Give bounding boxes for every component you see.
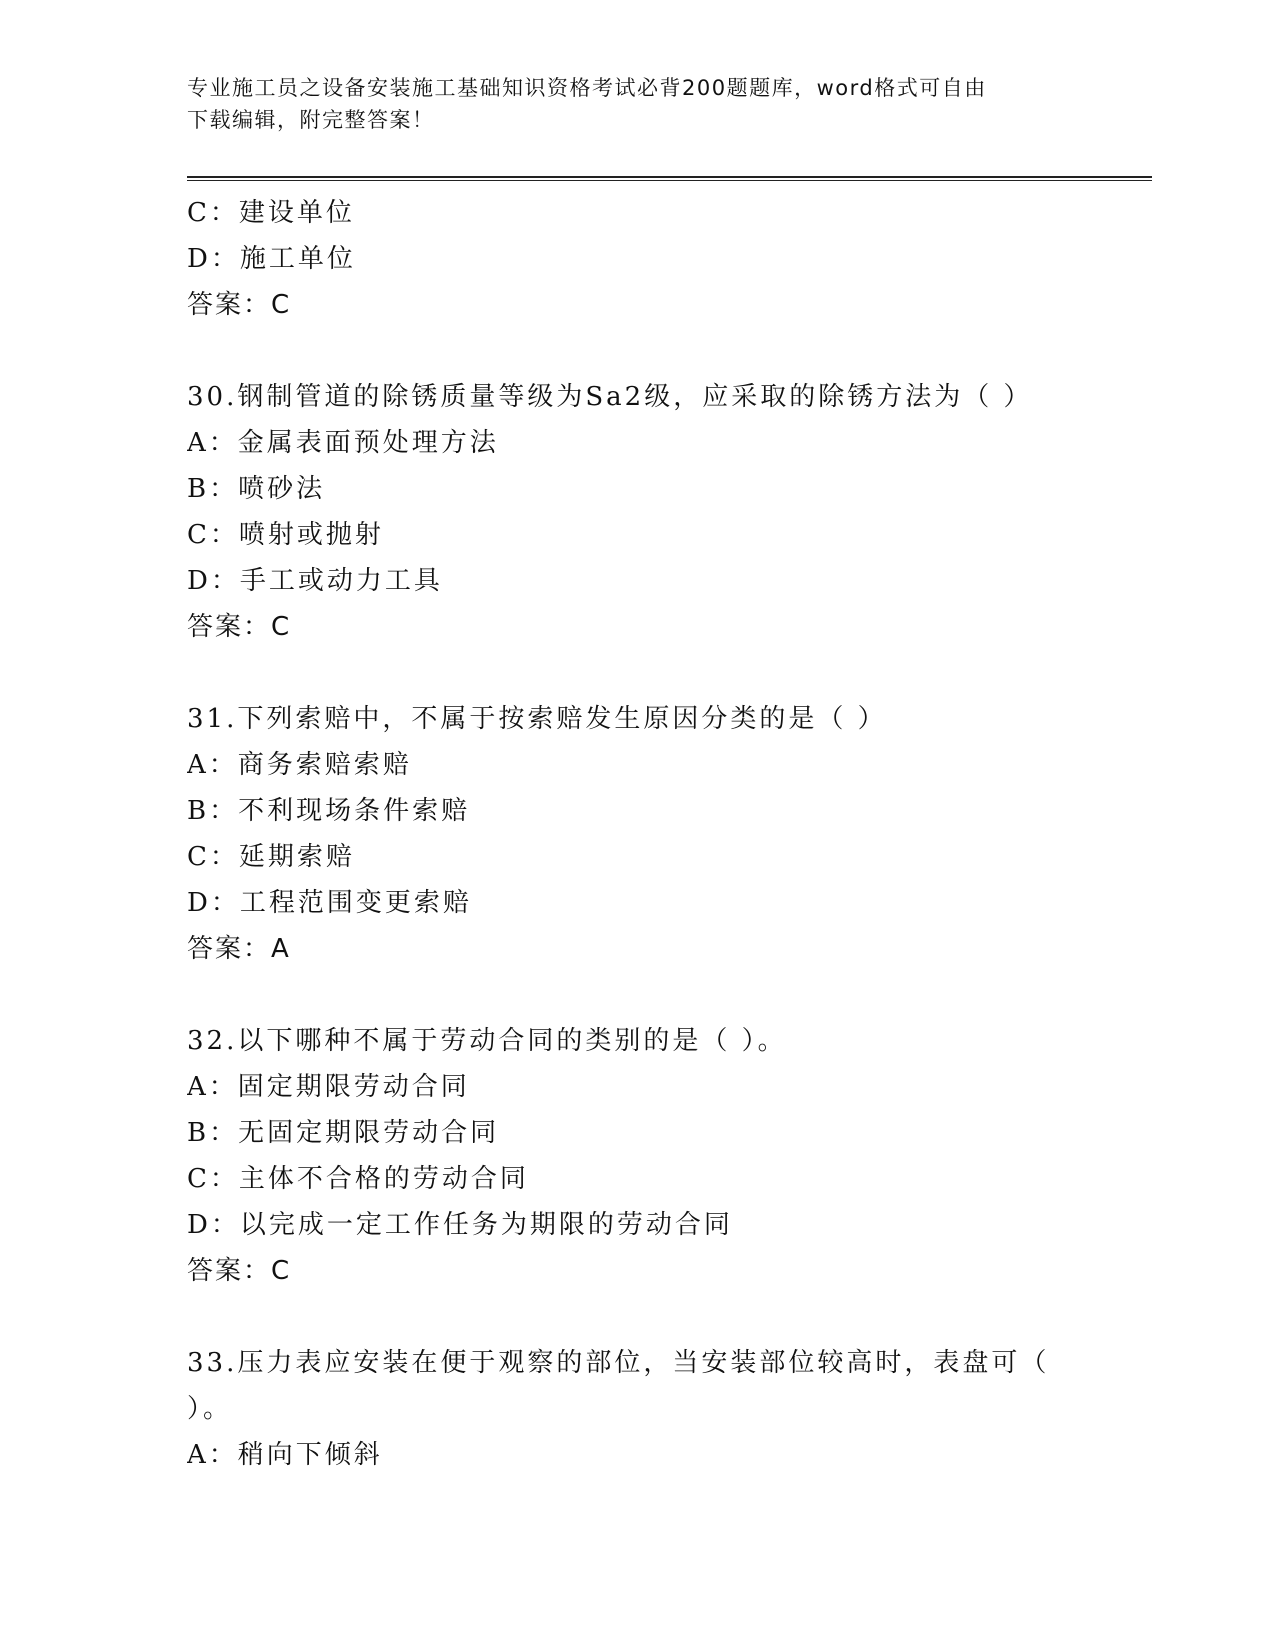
document-header bbox=[187, 72, 1067, 136]
spacer bbox=[187, 972, 1152, 1018]
option-d: D：以完成一定工作任务为期限的劳动合同 bbox=[187, 1210, 733, 1240]
option-a: A：固定期限劳动合同 bbox=[187, 1072, 470, 1102]
question-stem-continued: ）。 bbox=[187, 1394, 233, 1424]
option-c: C：延期索赔 bbox=[187, 842, 355, 872]
option-b: B：喷砂法 bbox=[187, 474, 326, 504]
question-stem: 30.钢制管道的除锈质量等级为Sa2级，应采取的除锈方法为（ ） bbox=[187, 382, 1033, 412]
spacer bbox=[187, 328, 1152, 374]
question-content bbox=[187, 190, 1152, 1478]
option-c: C：喷射或抛射 bbox=[187, 520, 384, 550]
question-30 bbox=[187, 374, 1152, 650]
spacer bbox=[187, 1294, 1152, 1340]
question-32 bbox=[187, 1018, 1152, 1294]
option-d: D：施工单位 bbox=[187, 244, 356, 274]
option-c: C：建设单位 bbox=[187, 198, 355, 228]
option-c: C：主体不合格的劳动合同 bbox=[187, 1164, 529, 1194]
answer-line: 答案：C bbox=[187, 612, 292, 642]
answer-line: 答案：C bbox=[187, 1256, 292, 1286]
option-a: A：稍向下倾斜 bbox=[187, 1440, 383, 1470]
option-b: B：不利现场条件索赔 bbox=[187, 796, 471, 826]
question-29-continued bbox=[187, 190, 1152, 328]
option-a: A：金属表面预处理方法 bbox=[187, 428, 499, 458]
answer-line: 答案：A bbox=[187, 934, 291, 964]
header-divider bbox=[187, 176, 1152, 181]
question-stem: 32.以下哪种不属于劳动合同的类别的是（ ）。 bbox=[187, 1026, 787, 1056]
option-a: A：商务索赔索赔 bbox=[187, 750, 412, 780]
question-stem: 31.下列索赔中，不属于按索赔发生原因分类的是（ ） bbox=[187, 704, 887, 734]
option-d: D：手工或动力工具 bbox=[187, 566, 443, 596]
header-line-2: 下载编辑，附完整答案！ bbox=[187, 108, 435, 132]
question-stem: 33.压力表应安装在便于观察的部位，当安装部位较高时，表盘可（ bbox=[187, 1348, 1050, 1378]
option-b: B：无固定期限劳动合同 bbox=[187, 1118, 500, 1148]
question-31 bbox=[187, 696, 1152, 972]
option-d: D：工程范围变更索赔 bbox=[187, 888, 472, 918]
header-line-1: 专业施工员之设备安装施工基础知识资格考试必背200题题库，word格式可自由 bbox=[187, 76, 987, 100]
answer-line: 答案：C bbox=[187, 290, 292, 320]
spacer bbox=[187, 650, 1152, 696]
question-33 bbox=[187, 1340, 1152, 1478]
